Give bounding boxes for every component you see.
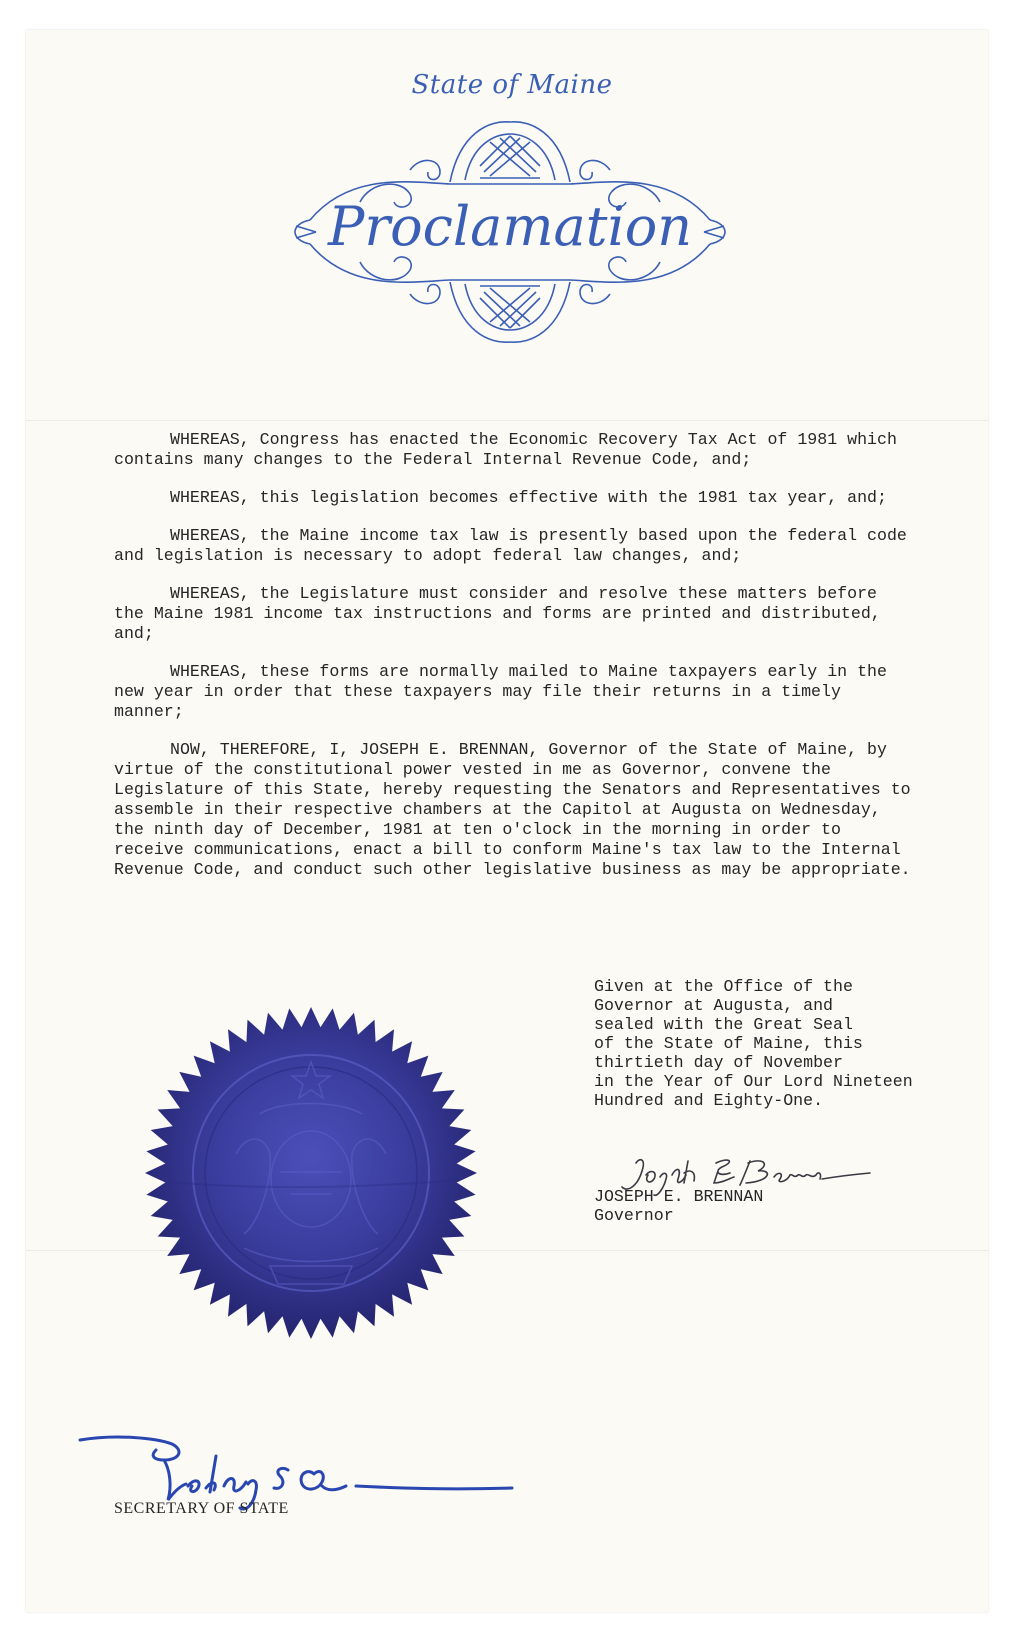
therefore-paragraph: NOW, THEREFORE, I, JOSEPH E. BRENNAN, Governor of the State of Maine, by virtue of the constitutional power vested in me as Governor, convene the Legislature of this State, hereby requesting the Senators and Representatives to assemble in their respective chambers at the Capitol at Augusta on Wednesday, the ninth day of December, 1981 at ten o'clock in the morning in order to receive communications, enact a bill to conform Maine's tax law to the Internal Revenue Code, and conduct such other legislative business as may be appropriate.	[114, 740, 911, 879]
governor-name: JOSEPH E. BRENNAN	[594, 1187, 764, 1206]
proclamation-body	[114, 430, 914, 898]
governor-title: Governor	[594, 1206, 674, 1225]
state-of-maine-heading: State of Maine	[411, 70, 613, 100]
great-seal-icon	[140, 1004, 482, 1342]
secretary-of-state-title: SECRETARY OF STATE	[114, 1500, 289, 1517]
proclamation-title: Proclamation	[327, 195, 693, 258]
whereas-paragraph: WHEREAS, this legislation becomes effective with the 1981 tax year, and;	[170, 488, 887, 507]
whereas-paragraph: WHEREAS, the Maine income tax law is presently based upon the federal code and legislation is necessary to adopt federal law changes, and;	[114, 526, 907, 565]
whereas-paragraph: WHEREAS, Congress has enacted the Economic Recovery Tax Act of 1981 which contains many changes to the Federal Internal Revenue Code, and;	[114, 430, 897, 469]
whereas-paragraph: WHEREAS, these forms are normally mailed to Maine taxpayers early in the new year in order that these taxpayers may file their returns in a timely manner;	[114, 662, 887, 721]
fold-line	[26, 420, 988, 421]
whereas-paragraph: WHEREAS, the Legislature must consider and resolve these matters before the Maine 1981 income tax instructions and forms are printed and distributed, and;	[114, 584, 881, 643]
given-at-block: Given at the Office of the Governor at Augusta, and sealed with the Great Seal of the State of Maine, this thirtieth day of November in the Year of Our Lord Nineteen Hundred and Eighty-One.	[594, 977, 913, 1110]
